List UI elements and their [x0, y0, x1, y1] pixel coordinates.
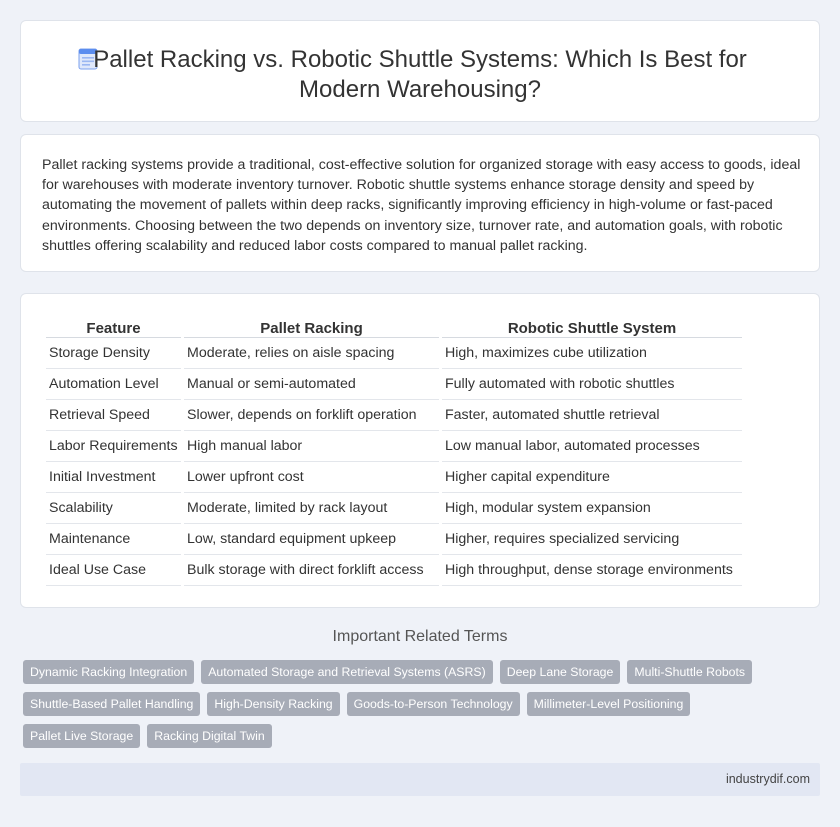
column-header-robotic-shuttle: Robotic Shuttle System	[442, 316, 742, 338]
table-cell: Lower upfront cost	[184, 462, 439, 493]
table-cell: Bulk storage with direct forklift access	[184, 555, 439, 586]
table-cell: Automation Level	[46, 369, 181, 400]
table-cell: High, maximizes cube utilization	[442, 338, 742, 369]
tag-dynamic-racking-integration[interactable]: Dynamic Racking Integration	[23, 660, 194, 684]
table-cell: Moderate, limited by rack layout	[184, 493, 439, 524]
summary-card	[20, 134, 820, 272]
table-row	[46, 555, 742, 586]
table-cell: Manual or semi-automated	[184, 369, 439, 400]
table-cell: Low manual labor, automated processes	[442, 431, 742, 462]
footer	[20, 763, 820, 796]
table-cell: High manual labor	[184, 431, 439, 462]
page-title: Pallet Racking vs. Robotic Shuttle Systems: Which Is Best for Modern Warehousing?	[93, 46, 747, 103]
table-row	[46, 493, 742, 524]
table-cell: High, modular system expansion	[442, 493, 742, 524]
tag-high-density-racking[interactable]: High-Density Racking	[207, 692, 339, 716]
table-cell: Moderate, relies on aisle spacing	[184, 338, 439, 369]
table-cell: Ideal Use Case	[46, 555, 181, 586]
table-cell: Maintenance	[46, 524, 181, 555]
related-terms-list	[23, 660, 818, 756]
table-cell: Storage Density	[46, 338, 181, 369]
table-row	[46, 431, 742, 462]
column-header-pallet-racking: Pallet Racking	[184, 316, 439, 338]
table-cell: Higher capital expenditure	[442, 462, 742, 493]
table-row	[46, 338, 742, 369]
table-cell: Slower, depends on forklift operation	[184, 400, 439, 431]
tag-pallet-live-storage[interactable]: Pallet Live Storage	[23, 724, 140, 748]
tag-millimeter-level-positioning[interactable]: Millimeter-Level Positioning	[527, 692, 691, 716]
table-cell: High throughput, dense storage environments	[442, 555, 742, 586]
related-terms-heading: Important Related Terms	[332, 628, 508, 645]
footer-site-link[interactable]: industrydif.com	[725, 772, 810, 786]
tag-racking-digital-twin[interactable]: Racking Digital Twin	[147, 724, 272, 748]
table-cell: Initial Investment	[46, 462, 181, 493]
table-cell: Scalability	[46, 493, 181, 524]
table-cell: Labor Requirements	[46, 431, 181, 462]
table-cell: Low, standard equipment upkeep	[184, 524, 439, 555]
comparison-table-card	[20, 293, 820, 608]
column-header-feature: Feature	[46, 316, 181, 338]
table-cell: Faster, automated shuttle retrieval	[442, 400, 742, 431]
tag-asrs[interactable]: Automated Storage and Retrieval Systems (ASRS)	[201, 660, 493, 684]
table-row	[46, 400, 742, 431]
table-cell: Fully automated with robotic shuttles	[442, 369, 742, 400]
table-row	[46, 462, 742, 493]
table-cell: Higher, requires specialized servicing	[442, 524, 742, 555]
tag-deep-lane-storage[interactable]: Deep Lane Storage	[500, 660, 621, 684]
tag-goods-to-person-technology[interactable]: Goods-to-Person Technology	[347, 692, 520, 716]
table-cell: Retrieval Speed	[46, 400, 181, 431]
comparison-table	[43, 316, 745, 586]
table-row	[46, 369, 742, 400]
table-row	[46, 524, 742, 555]
table-header-row	[46, 316, 742, 338]
tag-shuttle-based-pallet-handling[interactable]: Shuttle-Based Pallet Handling	[23, 692, 200, 716]
summary-text: Pallet racking systems provide a traditional, cost-effective solution for organized storage with easy access to goods, ideal for warehouses with moderate inventory turnover. Robotic shuttle systems enhance storage density and speed by automating the movement of pallets within deep racks, significantly improving efficiency in high-volume or fast-paced environments. Choosing between the two depends on inventory size, turnover rate, and automation goals, with robotic shuttles offering scalability and reduced labor costs compared to manual pallet racking.	[42, 157, 801, 254]
title-card	[20, 20, 820, 122]
tag-multi-shuttle-robots[interactable]: Multi-Shuttle Robots	[627, 660, 752, 684]
